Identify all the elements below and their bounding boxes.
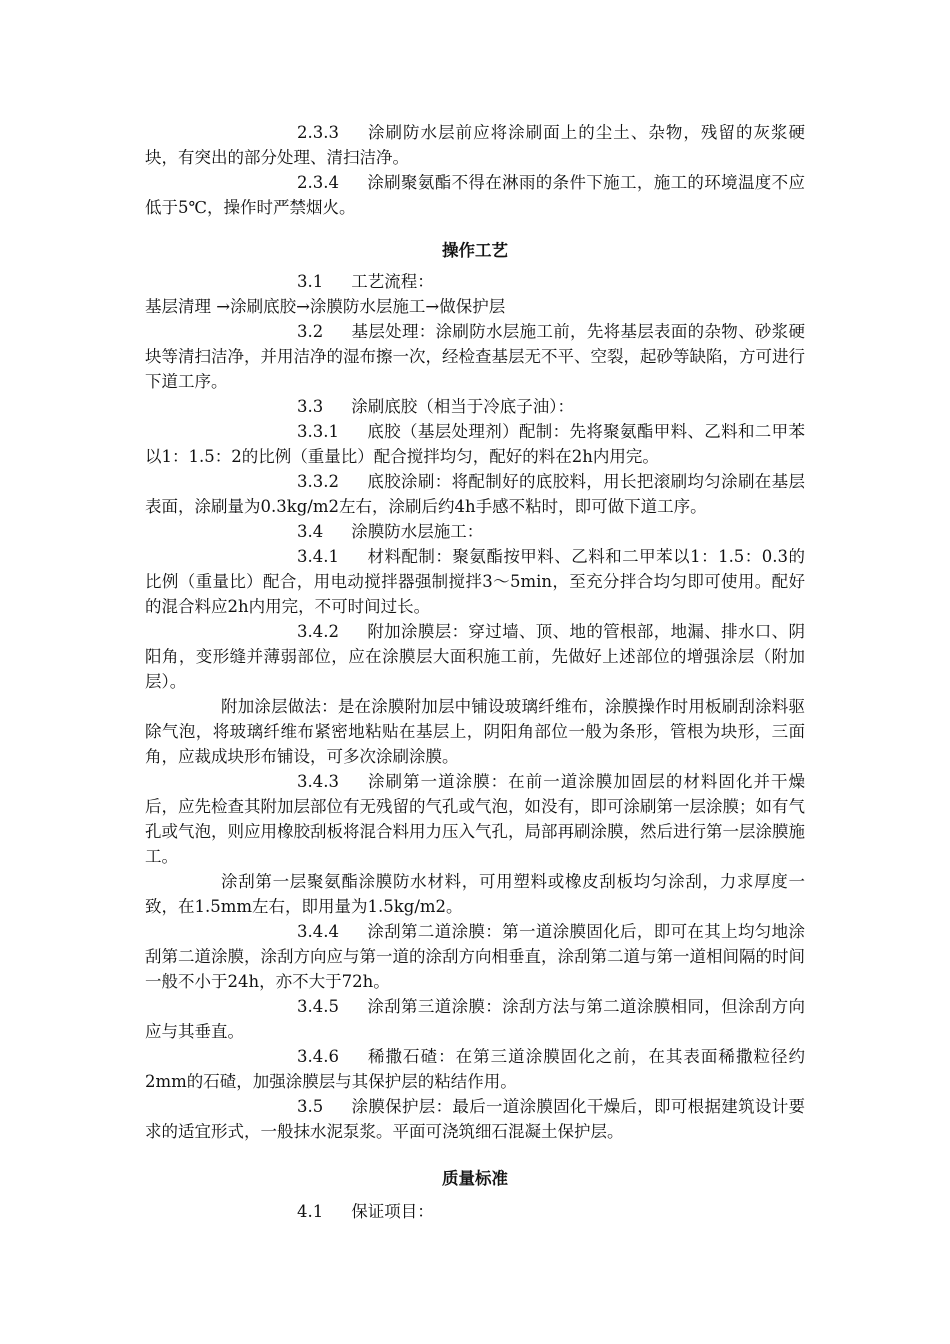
paragraph-text: 稀撒石碴：在第三道涂膜固化之前，在其表面稀撒粒径约2mm的石碴，加强涂膜层与其保护层的粘结作用。 (145, 1047, 805, 1091)
clause-number: 3.3.2 (297, 472, 339, 491)
paragraph-additional-coating-method (145, 694, 805, 769)
paragraph-2-3-4 (145, 170, 805, 220)
clause-number: 3.4.3 (297, 772, 339, 791)
paragraph-2-3-3 (145, 120, 805, 170)
section-heading-operation-process: 操作工艺 (442, 241, 508, 260)
paragraph-text: 涂膜防水层施工： (351, 522, 484, 541)
clause-number: 3.1 (297, 272, 324, 291)
paragraph-text: 附加涂膜层：穿过墙、顶、地的管根部，地漏、排水口、阴阳角，变形缝并薄弱部位，应在涂膜层大面积施工前，先做好上述部位的增强涂层（附加层）。 (145, 622, 805, 691)
paragraph-text: 涂刷防水层前应将涂刷面上的尘土、杂物，残留的灰浆硬块，有突出的部分处理、清扫洁净。 (145, 123, 805, 167)
paragraph-3-3-1 (145, 419, 805, 469)
clause-number: 2.3.4 (297, 173, 339, 192)
paragraph-3-5 (145, 1094, 805, 1144)
process-flow-line: 基层清理 →涂刷底胶→涂膜防水层施工→做保护层 (145, 297, 506, 316)
document-page (145, 120, 805, 1224)
paragraph-text: 底胶涂刷：将配制好的底胶料，用长把滚刷均匀涂刷在基层表面，涂刷量为0.3kg/m2左右，涂刷后约4h手感不粘时，即可做下道工序。 (145, 472, 805, 516)
clause-number: 4.1 (297, 1202, 324, 1221)
paragraph-3-4-4 (145, 919, 805, 994)
clause-number: 2.3.3 (297, 123, 339, 142)
clause-number: 3.3.1 (297, 422, 339, 441)
paragraph-text: 涂膜保护层：最后一道涂膜固化干燥后，即可根据建筑设计要求的适宜形式，一般抹水泥泵浆。平面可浇筑细石混凝土保护层。 (145, 1097, 805, 1141)
clause-number: 3.4 (297, 522, 324, 541)
clause-number: 3.4.6 (297, 1047, 339, 1066)
clause-number: 3.4.1 (297, 547, 339, 566)
paragraph-3-4-2 (145, 619, 805, 694)
paragraph-3-4-1 (145, 544, 805, 619)
paragraph-text: 工艺流程： (351, 272, 434, 291)
clause-number: 3.4.4 (297, 922, 339, 941)
paragraph-text: 涂刷聚氨酯不得在淋雨的条件下施工，施工的环境温度不应低于5℃，操作时严禁烟火。 (145, 173, 805, 217)
paragraph-3-4-3 (145, 769, 805, 869)
paragraph-3-4 (145, 519, 805, 544)
clause-number: 3.2 (297, 322, 324, 341)
paragraph-text: 涂刮第三道涂膜：涂刮方法与第二道涂膜相同，但涂刮方向应与其垂直。 (145, 997, 805, 1041)
paragraph-3-3 (145, 394, 805, 419)
paragraph-text: 涂刷第一道涂膜：在前一道涂膜加固层的材料固化并干燥后，应先检查其附加层部位有无残留的气孔或气泡，如没有，即可涂刷第一层涂膜；如有气孔或气泡，则应用橡胶刮板将混合料用力压入气孔，局部再刷涂膜，然后进行第一层涂膜施工。 (145, 772, 805, 866)
paragraph-3-4-5 (145, 994, 805, 1044)
paragraph-text: 保证项目： (351, 1202, 434, 1221)
paragraph-text: 基层处理：涂刷防水层施工前，先将基层表面的杂物、砂浆硬块等清扫洁净，并用洁净的湿布擦一次，经检查基层无不平、空裂，起砂等缺陷，方可进行下道工序。 (145, 322, 805, 391)
clause-number: 3.5 (297, 1097, 324, 1116)
section-heading-quality-standard: 质量标准 (442, 1169, 508, 1188)
paragraph-first-layer-coating (145, 869, 805, 919)
paragraph-3-1 (145, 269, 805, 294)
paragraph-3-2 (145, 319, 805, 394)
paragraph-3-4-6 (145, 1044, 805, 1094)
clause-number: 3.3 (297, 397, 324, 416)
clause-number: 3.4.5 (297, 997, 339, 1016)
paragraph-3-3-2 (145, 469, 805, 519)
paragraph-text: 底胶（基层处理剂）配制：先将聚氨酯甲料、乙料和二甲苯以1：1.5：2的比例（重量比）配合搅拌均匀，配好的料在2h内用完。 (145, 422, 805, 466)
paragraph-text: 涂刮第一层聚氨酯涂膜防水材料，可用塑料或橡皮刮板均匀涂刮，力求厚度一致，在1.5mm左右，即用量为1.5kg/m2。 (145, 872, 805, 916)
paragraph-text: 涂刮第二道涂膜：第一道涂膜固化后，即可在其上均匀地涂刮第二道涂膜，涂刮方向应与第一道的涂刮方向相垂直，涂刮第二道与第一道相间隔的时间一般不小于24h，亦不大于72h。 (145, 922, 805, 991)
paragraph-text: 附加涂层做法：是在涂膜附加层中铺设玻璃纤维布，涂膜操作时用板刷刮涂料驱除气泡，将玻璃纤维布紧密地粘贴在基层上，阴阳角部位一般为条形，管根为块形，三面角，应裁成块形布铺设，可多次涂刷涂膜。 (145, 697, 805, 766)
paragraph-4-1 (145, 1199, 805, 1224)
clause-number: 3.4.2 (297, 622, 339, 641)
paragraph-text: 材料配制：聚氨酯按甲料、乙料和二甲苯以1：1.5：0.3的比例（重量比）配合，用电动搅拌器强制搅拌3～5min，至充分拌合均匀即可使用。配好的混合料应2h内用完，不可时间过长。 (145, 547, 805, 616)
paragraph-text: 涂刷底胶（相当于冷底子油）： (351, 397, 574, 416)
